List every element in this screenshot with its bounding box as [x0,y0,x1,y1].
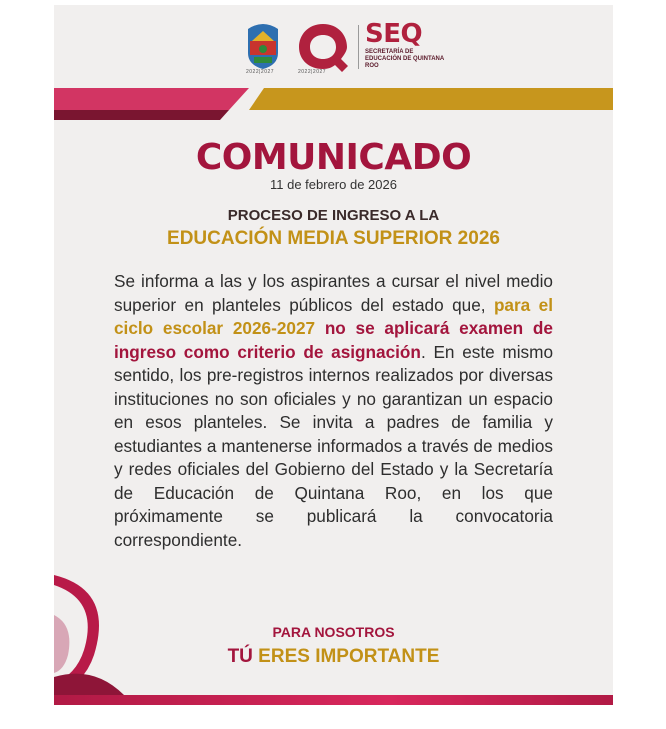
communique-card [54,5,613,705]
footer-color-bar [54,695,613,705]
slogan-line-2 [54,646,613,668]
body-highlight-red: no se aplicará examen de ingreso como criterio de asignación [114,318,553,362]
slogan-tu: TÚ [227,646,253,667]
header-color-band [54,88,613,125]
slogan-eres-importante: ERES IMPORTANTE [252,646,440,667]
body-text-part-1: Se informa a las y los aspirantes a cursar el nivel medio superior en planteles públicos del estado que, [114,271,553,315]
subtitle-line-1: PROCESO DE INGRESO A LA [227,207,440,224]
seq-full-name: SECRETARÍA DE EDUCACIÓN DE QUINTANA ROO [365,49,444,69]
subtitle-line-2: EDUCACIÓN MEDIA SUPERIOR 2026 [167,228,500,249]
body-highlight-gold: para el ciclo escolar 2026-2027 [114,294,553,338]
logo-divider [358,25,359,69]
period-label-left: 2022|2027 [246,69,275,75]
header-logos [244,17,484,79]
period-label-right: 2022|2027 [298,69,327,75]
body-text-part-2: . En este mismo sentido, los pre-registros internos realizados por diversas instituciones no son oficiales y no garantizan un espacio en esos planteles. Se invita a padres de familia y estudiantes a mantenerse informados a través de medios y redes oficiales del Gobierno del Estado y la Secretaría de Educación de Quintana Roo, en los que próximamente se publicará la convocatoria correspondiente. [114,341,554,550]
date-label: 11 de febrero de 2026 [270,177,397,192]
slogan-line-1: PARA NOSOTROS [272,624,395,640]
page-title: COMUNICADO [195,137,472,178]
seq-acronym: SEQ [365,19,423,49]
body-paragraph [114,270,553,552]
